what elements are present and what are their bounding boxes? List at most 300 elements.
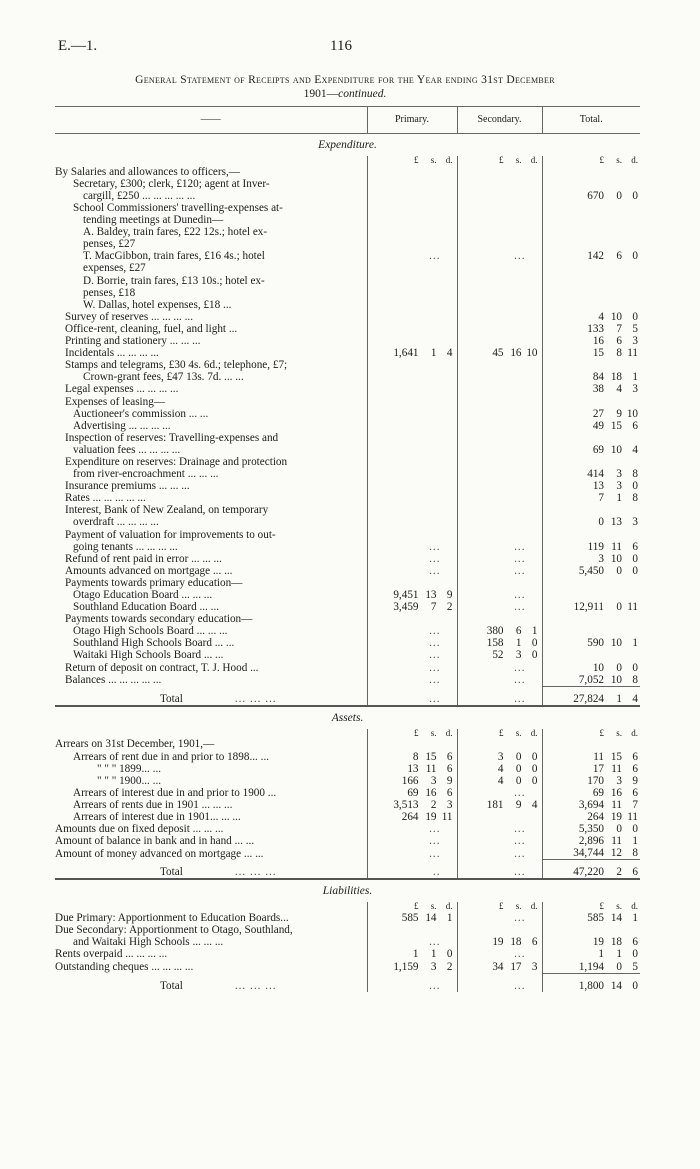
expenditure-total-shillings: 6 xyxy=(616,250,622,263)
assets-total-pounds: 17 xyxy=(592,762,604,775)
liabilities-total-amount xyxy=(543,961,639,973)
expenditure-primary-placeholder: ... xyxy=(429,250,441,263)
assets-secondary xyxy=(457,775,542,787)
expenditure-total-amount xyxy=(543,662,639,674)
expenditure-row xyxy=(55,553,640,565)
expenditure-primary xyxy=(367,589,457,601)
expenditure-secondary xyxy=(457,444,542,456)
expenditure-row xyxy=(55,662,640,674)
assets-total xyxy=(542,738,640,750)
expenditure-row xyxy=(55,347,640,359)
expenditure-item-desc: going tenants ... ... ... ... xyxy=(73,540,178,553)
expenditure-total-shillings: 0 xyxy=(616,564,622,577)
lsd-p-amount xyxy=(368,156,453,166)
expenditure-total xyxy=(542,166,640,178)
assets-item-desc: " " " 1900... ... xyxy=(97,774,162,787)
assets-heading: Assets. xyxy=(55,706,640,729)
lsd-s-pounds: £ xyxy=(499,901,504,912)
liabilities-total-pence: 6 xyxy=(632,936,638,949)
expenditure-grand-total xyxy=(542,686,640,706)
assets-total-row xyxy=(55,860,640,880)
expenditure-item-desc: Waitaki High Schools Board ... ... xyxy=(73,649,224,662)
expenditure-total xyxy=(542,250,640,262)
assets-total-amount xyxy=(543,763,639,775)
assets-total xyxy=(542,775,640,787)
assets-primary-placeholder: ... xyxy=(429,835,441,848)
assets-secondary xyxy=(457,763,542,775)
liabilities-item-desc: and Waitaki High Schools ... ... ... xyxy=(73,936,224,949)
assets-primary-amount xyxy=(368,763,453,775)
expenditure-row xyxy=(55,492,640,504)
lsd-s-shillings: s. xyxy=(515,901,522,912)
lsd-p xyxy=(367,729,457,739)
expenditure-item-desc: A. Baldey, train fares, £22 12s.; hotel ex- xyxy=(83,226,268,239)
expenditure-secondary xyxy=(457,516,542,528)
col-desc-header: —— xyxy=(55,107,367,134)
expenditure-total-pounds: 133 xyxy=(587,322,604,335)
assets-grand-total-pence: 6 xyxy=(632,866,638,879)
assets-total-pounds: 5,350 xyxy=(578,823,604,836)
expenditure-total xyxy=(542,625,640,637)
expenditure-primary xyxy=(367,287,457,299)
expenditure-item-desc: Interest, Bank of New Zealand, on temporary xyxy=(65,504,269,517)
liabilities-primary-pounds: 1,159 xyxy=(393,961,419,973)
liabilities-secondary-placeholder: ... xyxy=(514,948,526,961)
expenditure-item-desc: overdraft ... ... ... ... xyxy=(73,516,159,529)
page-number: 116 xyxy=(330,38,352,54)
expenditure-total-pounds: 3 xyxy=(598,552,604,565)
expenditure-secondary xyxy=(457,371,542,383)
assets-primary-pence: 6 xyxy=(446,786,453,799)
assets-total-shillings: 16 xyxy=(610,786,622,799)
expenditure-primary xyxy=(367,359,457,371)
expenditure-row xyxy=(55,649,640,661)
expenditure-primary xyxy=(367,420,457,432)
expenditure-primary xyxy=(367,456,457,468)
assets-primary-pounds: 264 xyxy=(401,811,419,824)
expenditure-total xyxy=(542,420,640,432)
expenditure-primary xyxy=(367,202,457,214)
expenditure-primary xyxy=(367,371,457,383)
liabilities-total-amount xyxy=(543,936,639,948)
expenditure-row xyxy=(55,432,640,444)
expenditure-primary-dots xyxy=(368,565,453,577)
expenditure-secondary xyxy=(457,226,542,238)
assets-secondary-dots xyxy=(458,787,538,799)
lsd-p-shillings: s. xyxy=(430,155,437,165)
expenditure-total-pounds: 590 xyxy=(587,637,604,650)
expenditure-secondary xyxy=(457,565,542,577)
expenditure-total-shillings: 6 xyxy=(616,335,622,348)
expenditure-secondary xyxy=(457,299,542,311)
expenditure-total-pence: 0 xyxy=(632,564,638,577)
liabilities-heading-row xyxy=(55,879,640,902)
expenditure-total xyxy=(542,637,640,649)
assets-primary-shillings: 3 xyxy=(430,774,437,787)
expenditure-total-pence: 1 xyxy=(632,637,638,650)
expenditure-secondary-dots xyxy=(458,250,538,262)
expenditure-primary xyxy=(367,541,457,553)
expenditure-total-pence: 0 xyxy=(632,189,638,202)
expenditure-primary-placeholder: ... xyxy=(429,637,441,650)
expenditure-item-desc: Advertising ... ... ... ... xyxy=(73,419,171,432)
expenditure-total-pounds: 13 xyxy=(592,480,604,493)
liabilities-primary-dots xyxy=(368,936,453,948)
expenditure-total xyxy=(542,226,640,238)
liabilities-primary-placeholder: ... xyxy=(429,936,441,949)
expenditure-row xyxy=(55,516,640,528)
assets-secondary-shillings: 0 xyxy=(515,774,522,787)
assets-total xyxy=(542,787,640,799)
expenditure-total xyxy=(542,275,640,287)
assets-total-amount xyxy=(543,811,639,823)
expenditure-primary-pounds: 9,451 xyxy=(393,589,419,601)
assets-total-primary-placeholder: .. xyxy=(432,866,441,879)
liabilities-row xyxy=(55,948,640,960)
assets-primary xyxy=(367,799,457,811)
assets-primary-shillings: 19 xyxy=(425,811,437,824)
title-year: 1901— xyxy=(303,88,339,101)
expenditure-total-pence: 8 xyxy=(632,673,638,686)
expenditure-secondary-dots xyxy=(458,541,538,553)
liabilities-total-pence: 0 xyxy=(632,948,638,961)
expenditure-total-pounds: 414 xyxy=(587,468,604,481)
assets-total-shillings: 12 xyxy=(610,847,622,860)
expenditure-secondary xyxy=(457,250,542,262)
expenditure-primary-amount xyxy=(368,601,453,613)
expenditure-total-pence: 4 xyxy=(632,443,638,456)
expenditure-heading-row xyxy=(55,134,640,157)
expenditure-secondary xyxy=(457,238,542,250)
expenditure-row xyxy=(55,468,640,480)
assets-secondary xyxy=(457,823,542,835)
assets-item-desc: Arrears of interest due in and prior to 1900 ... xyxy=(73,786,277,799)
assets-total xyxy=(542,799,640,811)
expenditure-total-amount xyxy=(543,250,639,262)
lsd-s-pence: d. xyxy=(530,155,538,165)
expenditure-secondary xyxy=(457,383,542,395)
expenditure-secondary-pounds: 380 xyxy=(486,625,504,638)
expenditure-secondary-amount xyxy=(458,637,538,649)
liabilities-total-shillings: 18 xyxy=(610,936,622,949)
expenditure-total xyxy=(542,299,640,311)
expenditure-item-desc: Printing and stationery ... ... ... xyxy=(65,335,201,348)
liabilities-total xyxy=(542,912,640,924)
assets-secondary xyxy=(457,738,542,750)
expenditure-total-shillings: 0 xyxy=(616,661,622,674)
expenditure-row xyxy=(55,383,640,395)
expenditure-total-primary-placeholder: ... xyxy=(429,692,441,705)
expenditure-row xyxy=(55,444,640,456)
liabilities-total-pounds: 1,194 xyxy=(578,960,604,973)
expenditure-total xyxy=(542,214,640,226)
expenditure-total xyxy=(542,311,640,323)
lsd-s-pounds: £ xyxy=(499,155,504,165)
expenditure-total-amount xyxy=(543,371,639,383)
assets-primary-dots xyxy=(368,848,453,860)
expenditure-primary xyxy=(367,529,457,541)
expenditure-primary-pence: 4 xyxy=(446,347,453,360)
expenditure-row xyxy=(55,625,640,637)
expenditure-primary-placeholder: ... xyxy=(429,564,441,577)
expenditure-secondary xyxy=(457,541,542,553)
assets-item-desc: Arrears on 31st December, 1901,— xyxy=(55,738,215,751)
lsd-p-pence: d. xyxy=(445,727,453,738)
expenditure-total xyxy=(542,516,640,528)
liabilities-secondary-amount xyxy=(458,961,538,973)
assets-primary-amount xyxy=(368,751,453,763)
liabilities-primary-pence: 2 xyxy=(446,961,453,973)
lsd-s-amount xyxy=(458,729,538,739)
expenditure-secondary xyxy=(457,396,542,408)
assets-total-shillings: 0 xyxy=(616,823,622,836)
liabilities-row xyxy=(55,924,640,936)
lsd-t xyxy=(542,729,640,739)
lsd-s-pence: d. xyxy=(530,727,538,738)
assets-row xyxy=(55,799,640,811)
assets-secondary-shillings: 9 xyxy=(515,798,522,811)
expenditure-total-amount xyxy=(543,408,639,420)
lsd-p-amount xyxy=(368,902,453,912)
liabilities-total-primary-placeholder: ... xyxy=(429,979,441,992)
expenditure-item-desc: Auctioneer's commission ... ... xyxy=(73,407,209,420)
assets-total-pence: 7 xyxy=(632,798,638,811)
expenditure-primary xyxy=(367,674,457,687)
expenditure-total-label-text: Total xyxy=(160,692,183,705)
assets-primary-amount xyxy=(368,775,453,787)
liabilities-primary xyxy=(367,961,457,974)
expenditure-total-shillings: 3 xyxy=(616,468,622,481)
expenditure-item-desc: Crown-grant fees, £47 13s. 7d. ... ... xyxy=(83,371,244,384)
expenditure-primary-amount xyxy=(368,347,453,359)
assets-row xyxy=(55,835,640,847)
expenditure-total-pounds: 119 xyxy=(587,540,604,553)
expenditure-item-desc: Survey of reserves ... ... ... ... xyxy=(65,310,194,323)
expenditure-secondary-dots xyxy=(458,553,538,565)
expenditure-row xyxy=(55,287,640,299)
expenditure-total-shillings: 1 xyxy=(616,492,622,505)
lsd-t-shillings: s. xyxy=(616,901,622,912)
expenditure-item-desc: Payment of valuation for improvements to out- xyxy=(65,528,276,541)
assets-total-dots: ... ... ... xyxy=(234,866,277,879)
expenditure-total-pence: 0 xyxy=(632,552,638,565)
assets-total-pounds: 170 xyxy=(587,774,604,787)
expenditure-total-pence: 8 xyxy=(632,468,638,481)
expenditure-primary xyxy=(367,480,457,492)
assets-primary-pence: 11 xyxy=(441,811,453,824)
expenditure-total-pounds: 7 xyxy=(598,492,604,505)
expenditure-total-pence: 3 xyxy=(632,383,638,396)
assets-secondary-shillings: 0 xyxy=(515,750,522,763)
expenditure-secondary xyxy=(457,335,542,347)
lsd-t-amount xyxy=(543,902,639,912)
expenditure-total xyxy=(542,649,640,661)
expenditure-total xyxy=(542,456,640,468)
assets-secondary xyxy=(457,835,542,847)
assets-secondary-amount xyxy=(458,763,538,775)
liabilities-primary-pence: 1 xyxy=(446,912,453,925)
assets-primary-placeholder: ... xyxy=(429,823,441,836)
liabilities-item-desc: Due Primary: Apportionment to Education Boards... xyxy=(55,912,289,925)
liabilities-primary-shillings: 1 xyxy=(430,948,437,961)
assets-secondary xyxy=(457,787,542,799)
expenditure-row xyxy=(55,565,640,577)
expenditure-total-pence: 8 xyxy=(632,492,638,505)
assets-total xyxy=(542,835,640,847)
expenditure-primary xyxy=(367,553,457,565)
liabilities-primary-pence: 0 xyxy=(446,948,453,961)
liabilities-item-desc: Outstanding cheques ... ... ... ... xyxy=(55,961,194,973)
assets-primary xyxy=(367,738,457,750)
expenditure-total-shillings: 3 xyxy=(616,480,622,493)
assets-secondary-pence: 4 xyxy=(531,798,538,811)
assets-row xyxy=(55,775,640,787)
expenditure-primary xyxy=(367,408,457,420)
expenditure-total xyxy=(542,202,640,214)
assets-total-pounds: 2,896 xyxy=(578,835,604,848)
expenditure-primary xyxy=(367,432,457,444)
assets-secondary-placeholder: ... xyxy=(514,835,526,848)
expenditure-secondary xyxy=(457,468,542,480)
assets-primary-pence: 6 xyxy=(446,750,453,763)
assets-secondary-pence: 0 xyxy=(531,774,538,787)
expenditure-secondary xyxy=(457,432,542,444)
expenditure-total-shillings: 0 xyxy=(616,189,622,202)
expenditure-total-pence: 0 xyxy=(632,310,638,323)
expenditure-total-shillings: 4 xyxy=(616,383,622,396)
assets-secondary-pence: 0 xyxy=(531,762,538,775)
lsd-t-pounds: £ xyxy=(599,901,604,912)
expenditure-primary-dots xyxy=(368,625,453,637)
expenditure-total-shillings: 0 xyxy=(616,601,622,614)
assets-secondary-pounds: 4 xyxy=(497,762,504,775)
assets-primary-amount xyxy=(368,811,453,823)
expenditure-primary xyxy=(367,323,457,335)
expenditure-total-amount xyxy=(543,637,639,649)
liabilities-secondary-shillings: 18 xyxy=(510,936,522,949)
assets-primary xyxy=(367,787,457,799)
expenditure-secondary-pence: 0 xyxy=(531,637,538,650)
expenditure-total xyxy=(542,541,640,553)
expenditure-primary-pence: 9 xyxy=(446,589,453,601)
expenditure-total xyxy=(542,371,640,383)
lsd-p xyxy=(367,902,457,912)
expenditure-total-pounds: 69 xyxy=(592,443,604,456)
expenditure-total-row xyxy=(55,686,640,706)
assets-primary-amount xyxy=(368,799,453,811)
assets-primary-pence: 6 xyxy=(446,762,453,775)
expenditure-secondary-shillings: 1 xyxy=(515,637,522,650)
expenditure-secondary-pounds: 52 xyxy=(492,649,504,662)
assets-item-desc: Arrears of rent due in and prior to 1898... ... xyxy=(73,750,270,763)
lsd-s-amount xyxy=(458,156,538,166)
liabilities-primary-shillings: 14 xyxy=(425,912,437,925)
expenditure-secondary xyxy=(457,214,542,226)
assets-primary-pence: 9 xyxy=(446,774,453,787)
assets-primary-shillings: 15 xyxy=(425,750,437,763)
expenditure-primary-placeholder: ... xyxy=(429,552,441,565)
assets-secondary-placeholder: ... xyxy=(514,786,526,799)
expenditure-total xyxy=(542,529,640,541)
expenditure-total-amount xyxy=(543,480,639,492)
expenditure-total-shillings: 10 xyxy=(610,552,622,565)
expenditure-total-amount xyxy=(543,492,639,504)
expenditure-total xyxy=(542,347,640,359)
expenditure-item-desc: Office-rent, cleaning, fuel, and light ... xyxy=(65,322,238,335)
lsd-p-pounds: £ xyxy=(414,727,419,738)
assets-secondary-pence: 0 xyxy=(531,750,538,763)
liabilities-primary-amount xyxy=(368,948,453,960)
expenditure-primary-pounds: 1,641 xyxy=(393,347,419,360)
expenditure-secondary xyxy=(457,311,542,323)
assets-total-pence: 1 xyxy=(632,835,638,848)
expenditure-primary xyxy=(367,238,457,250)
assets-total-secondary-dots xyxy=(458,866,538,878)
expenditure-primary xyxy=(367,347,457,359)
assets-primary-dots xyxy=(368,823,453,835)
expenditure-item-desc: Rates ... ... ... ... ... xyxy=(65,492,146,505)
assets-total-pounds: 3,694 xyxy=(578,798,604,811)
expenditure-total-pence: 6 xyxy=(632,540,638,553)
liabilities-primary xyxy=(367,948,457,960)
expenditure-primary xyxy=(367,662,457,674)
expenditure-primary xyxy=(367,275,457,287)
lsd-desc-blank xyxy=(55,156,367,166)
expenditure-row xyxy=(55,396,640,408)
assets-primary-pounds: 13 xyxy=(407,762,419,775)
assets-item-desc: Arrears of interest due in 1901... ... ... xyxy=(73,811,241,824)
liabilities-row xyxy=(55,961,640,974)
liabilities-primary-shillings: 3 xyxy=(430,961,437,973)
assets-total xyxy=(542,847,640,860)
expenditure-total-pounds: 27 xyxy=(592,407,604,420)
expenditure-total-pence: 1 xyxy=(632,371,638,384)
expenditure-total xyxy=(542,577,640,589)
liabilities-total xyxy=(542,924,640,936)
expenditure-item-desc: Insurance premiums ... ... ... xyxy=(65,480,190,493)
expenditure-total-amount xyxy=(543,190,639,202)
expenditure-item-desc: Inspection of reserves: Travelling-expenses and xyxy=(65,431,279,444)
assets-secondary-amount xyxy=(458,775,538,787)
expenditure-item-desc: Otago Education Board ... ... ... xyxy=(73,589,213,601)
expenditure-row xyxy=(55,250,640,262)
expenditure-secondary-pounds: 45 xyxy=(492,347,504,360)
expenditure-item-desc: Refund of rent paid in error ... ... ... xyxy=(65,552,222,565)
expenditure-primary xyxy=(367,492,457,504)
expenditure-primary xyxy=(367,190,457,202)
assets-grand-total-shillings: 2 xyxy=(616,866,622,879)
lsd-t-pence: d. xyxy=(631,901,638,912)
liabilities-secondary-pounds: 19 xyxy=(492,936,504,949)
expenditure-total xyxy=(542,190,640,202)
expenditure-total-amount xyxy=(543,553,639,565)
expenditure-total-pence: 0 xyxy=(632,250,638,263)
expenditure-total-amount xyxy=(543,420,639,432)
expenditure-item-desc: Expenses of leasing— xyxy=(65,395,166,408)
assets-total-secondary-placeholder: ... xyxy=(514,866,526,879)
liabilities-heading: Liabilities. xyxy=(55,879,640,902)
assets-total-pence: 6 xyxy=(632,750,638,763)
expenditure-total-pounds: 16 xyxy=(592,335,604,348)
assets-primary-shillings: 2 xyxy=(430,798,437,811)
lsd-t-amount xyxy=(543,729,639,739)
assets-total-pence: 6 xyxy=(632,762,638,775)
liabilities-total-primary xyxy=(367,973,457,992)
assets-secondary-pounds: 4 xyxy=(497,774,504,787)
expenditure-grand-total-shillings: 1 xyxy=(616,692,622,705)
assets-row xyxy=(55,847,640,860)
expenditure-secondary xyxy=(457,359,542,371)
